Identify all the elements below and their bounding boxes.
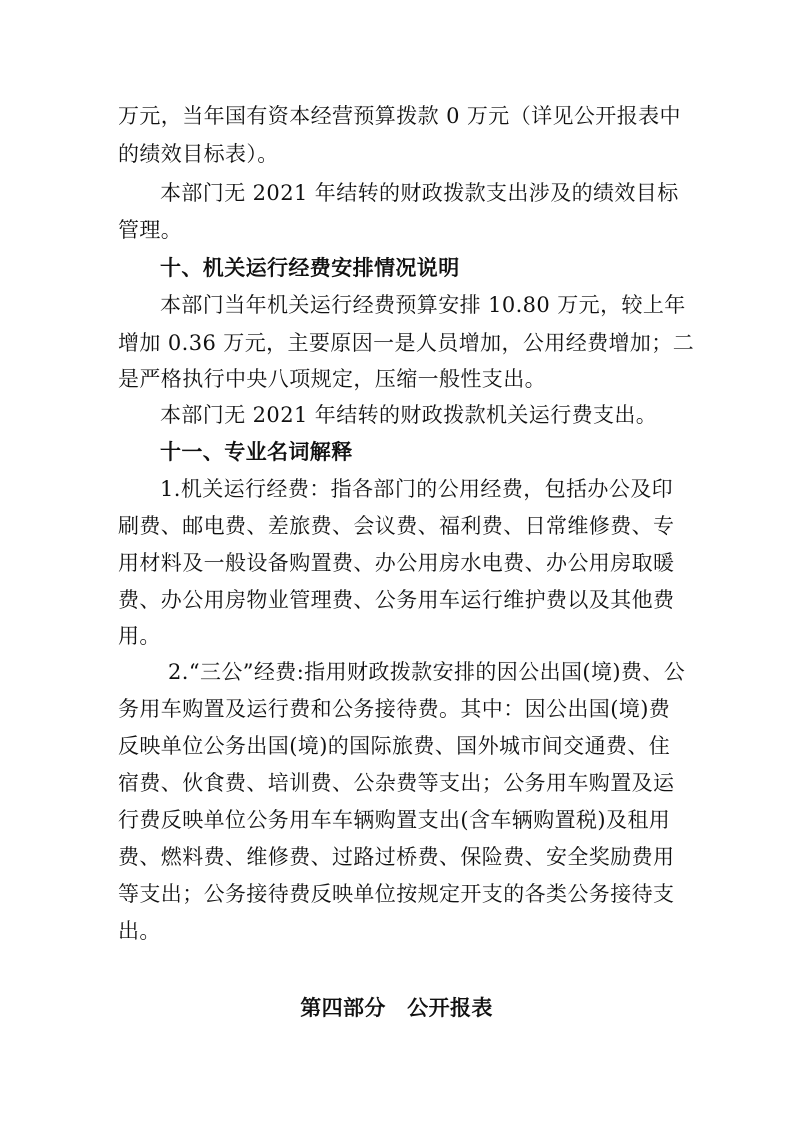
text-line: 管理。 xyxy=(118,218,183,242)
text-line: 费、办公用房物业管理费、公务用车运行维护费以及其他费 xyxy=(118,588,675,612)
text-line: 的绩效目标表）。 xyxy=(118,142,279,166)
section-heading: 十一、专业名词解释 xyxy=(160,440,353,464)
text-line: 万元，当年国有资本经营预算拨款 0 万元（详见公开报表中 xyxy=(118,104,681,128)
text-line: 反映单位公务出国(境)的国际旅费、国外城市间交通费、住 xyxy=(118,734,671,758)
text-line: 本部门无 2021 年结转的财政拨款支出涉及的绩效目标 xyxy=(160,181,679,205)
text-line: 费、燃料费、维修费、过路过桥费、保险费、安全奖励费用 xyxy=(118,845,675,869)
text-line: 行费反映单位公务用车车辆购置支出(含车辆购置税)及租用 xyxy=(118,808,671,832)
text-line: 用。 xyxy=(118,624,161,648)
text-line: 等支出；公务接待费反映单位按规定开支的各类公务接待支 xyxy=(118,882,675,906)
text-line: 宿费、伙食费、培训费、公杂费等支出；公务用车购置及运 xyxy=(118,771,675,795)
text-line: 务用车购置及运行费和公务接待费。其中：因公出国(境)费 xyxy=(118,697,671,721)
text-line: 2.“三公”经费:指用财政拨款安排的因公出国(境)费、公 xyxy=(168,660,686,684)
text-line: 出。 xyxy=(118,919,161,943)
part-title: 第四部分 公开报表 xyxy=(300,996,493,1020)
text-line: 刷费、邮电费、差旅费、会议费、福利费、日常维修费、专 xyxy=(118,514,675,538)
text-line: 用材料及一般设备购置费、办公用房水电费、办公用房取暖 xyxy=(118,551,675,575)
section-heading: 十、机关运行经费安排情况说明 xyxy=(160,256,460,280)
text-line: 本部门当年机关运行经费预算安排 10.80 万元，较上年 xyxy=(160,293,686,317)
text-line: 增加 0.36 万元，主要原因一是人员增加，公用经费增加；二 xyxy=(118,331,695,355)
text-line: 1.机关运行经费：指各部门的公用经费，包括办公及印 xyxy=(160,477,674,501)
text-line: 本部门无 2021 年结转的财政拨款机关运行费支出。 xyxy=(160,403,658,427)
text-line: 是严格执行中央八项规定，压缩一般性支出。 xyxy=(118,367,546,391)
